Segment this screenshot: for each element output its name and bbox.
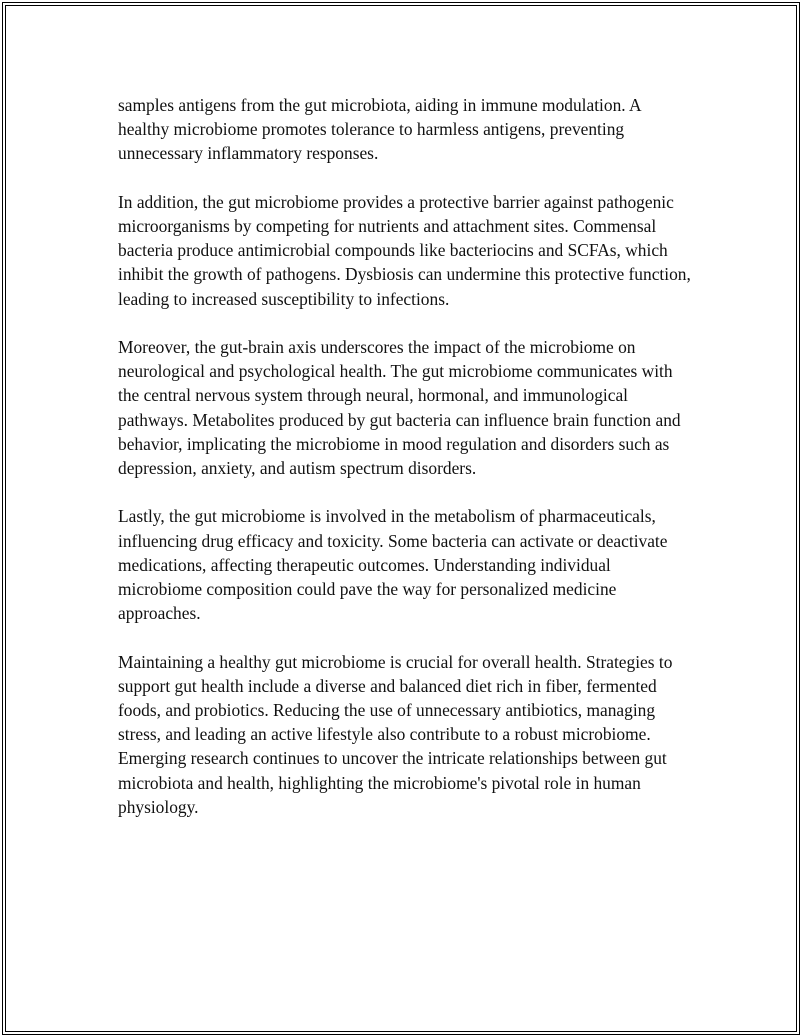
paragraph-protective-barrier: In addition, the gut microbiome provides a protective barrier against pathogenic microorganisms by competing for nutrients and attachment sites. Commensal bacteria produce antimicrobial compounds like bacteriocins and SCFAs, which inhibit the growth of pathogens. Dysbiosis can undermine this protective function, leading to increased susceptibility to infections.: [118, 191, 691, 309]
paragraph-maintaining-health: Maintaining a healthy gut microbiome is crucial for overall health. Strategies to support gut health include a diverse and balanced diet rich in fiber, fermented foods, and probiotics. Reducing the use of unnecessary antibiotics, managing stress, and leading an active lifestyle also contribute to a robust microbiome. Emerging research continues to uncover the intricate relationships between gut microbiota and health, highlighting the microbiome's pivotal role in human physiology.: [118, 651, 673, 817]
document-body: [118, 93, 693, 843]
paragraph-drug-metabolism: Lastly, the gut microbiome is involved in the metabolism of pharmaceuticals, influencing drug efficacy and toxicity. Some bacteria can activate or deactivate medications, affecting therapeutic outcomes. Understanding individual microbiome composition could pave the way for personalized medicine approaches.: [118, 506, 668, 624]
paragraph-immune-modulation: samples antigens from the gut microbiota, aiding in immune modulation. A healthy microbiome promotes tolerance to harmless antigens, preventing unnecessary inflammatory responses.: [118, 95, 641, 164]
paragraph-gut-brain-axis: Moreover, the gut-brain axis underscores the impact of the microbiome on neurological and psychological health. The gut microbiome communicates with the central nervous system through neural, hormonal, and immunological pathways. Metabolites produced by gut bacteria can influence brain function and behavior, implicating the microbiome in mood regulation and disorders such as depression, anxiety, and autism spectrum disorders.: [118, 337, 681, 479]
